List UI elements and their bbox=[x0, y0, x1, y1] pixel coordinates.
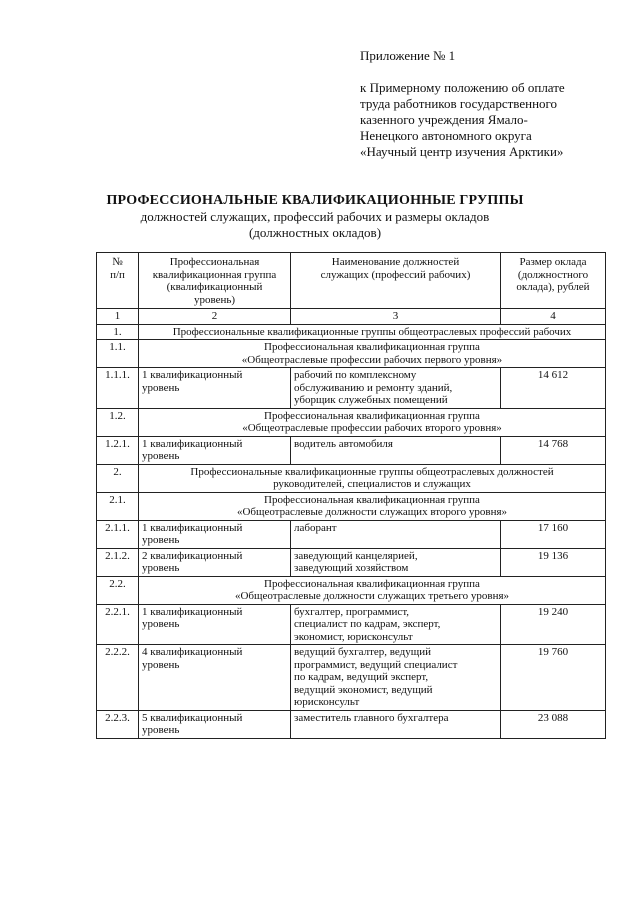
header-number bbox=[97, 253, 139, 309]
position-names bbox=[291, 604, 501, 645]
row-number: 1.1.1. bbox=[97, 368, 139, 409]
header-text: (должностного bbox=[517, 268, 589, 281]
table-body bbox=[97, 253, 606, 739]
document-subtitle-line-1: должностей служащих, профессий рабочих и размеры окладов bbox=[140, 209, 490, 224]
table-row bbox=[97, 645, 606, 711]
cell-text-line: заведующий хозяйством bbox=[294, 562, 409, 574]
cell-text-line: ведущий бухгалтер, ведущий bbox=[294, 646, 432, 658]
header-text: Наименование должностей bbox=[331, 256, 460, 268]
cell-text-line: водитель автомобиля bbox=[294, 437, 393, 450]
qualification-level bbox=[139, 436, 291, 464]
header-text: (квалификационный bbox=[166, 281, 263, 293]
group-title bbox=[139, 492, 606, 520]
qualification-level bbox=[139, 604, 291, 645]
cell-text-line: «Общеотраслевые профессии рабочих первого уровня» bbox=[241, 353, 503, 366]
salary-amount: 17 160 bbox=[501, 520, 606, 548]
qualification-level bbox=[139, 645, 291, 711]
cell-text-line: Профессиональная квалификационная группа bbox=[264, 341, 480, 353]
cell-text-line: лаборант bbox=[294, 521, 337, 534]
table-row bbox=[97, 604, 606, 645]
cell-text-line: 1 квалификационный bbox=[142, 437, 243, 450]
cell-text-line: уровень bbox=[142, 534, 180, 546]
row-number: 1.1. bbox=[97, 340, 139, 368]
row-number: 2.2.3. bbox=[97, 710, 139, 738]
header-qualification-group bbox=[139, 253, 291, 309]
group-row bbox=[97, 492, 606, 520]
salary-amount: 19 760 bbox=[501, 645, 606, 711]
header-text: служащих (профессий рабочих) bbox=[320, 268, 471, 281]
cell-text-line: уровень bbox=[142, 562, 180, 574]
cell-text-line: уровень bbox=[142, 724, 180, 736]
qualification-level bbox=[139, 710, 291, 738]
appendix-title: Приложение № 1 bbox=[360, 48, 456, 63]
row-number: 1.2. bbox=[97, 408, 139, 436]
position-names bbox=[291, 520, 501, 548]
qualification-level bbox=[139, 520, 291, 548]
section-row bbox=[97, 464, 606, 492]
salary-amount: 14 612 bbox=[501, 368, 606, 409]
cell-text-line: специалист по кадрам, эксперт, bbox=[294, 618, 441, 630]
salary-amount: 19 240 bbox=[501, 604, 606, 645]
table-row bbox=[97, 710, 606, 738]
cell-text-line: уборщик служебных помещений bbox=[294, 394, 448, 406]
table-row bbox=[97, 368, 606, 409]
appendix-line: к Примерному положению об оплате bbox=[360, 80, 565, 95]
header-text: уровень) bbox=[193, 293, 236, 306]
position-names bbox=[291, 645, 501, 711]
cell-text-line: Профессиональные квалификационные группы общеотраслевых должностей bbox=[190, 465, 554, 478]
header-salary bbox=[501, 253, 606, 309]
cell-text-line: «Общеотраслевые должности служащих второго уровня» bbox=[236, 506, 508, 518]
position-names bbox=[291, 368, 501, 409]
salary-amount: 23 088 bbox=[501, 710, 606, 738]
cell-text-line: ведущий экономист, ведущий bbox=[294, 683, 433, 696]
appendix-line: казенного учреждения Ямало- bbox=[360, 112, 528, 127]
position-names bbox=[291, 710, 501, 738]
header-text: Профессиональная bbox=[169, 256, 260, 268]
row-number: 2.1. bbox=[97, 492, 139, 520]
table-row bbox=[97, 548, 606, 576]
appendix-text bbox=[360, 80, 620, 160]
row-number: 2. bbox=[97, 464, 139, 492]
appendix-line: Ненецкого автономного округа bbox=[360, 128, 532, 143]
row-number: 1.2.1. bbox=[97, 436, 139, 464]
cell-text-line: уровень bbox=[142, 381, 180, 394]
row-number: 2.2.1. bbox=[97, 604, 139, 645]
cell-text-line: заведующий канцелярией, bbox=[294, 549, 418, 562]
cell-text-line: по кадрам, ведущий эксперт, bbox=[294, 671, 429, 683]
cell-text-line: юрисконсульт bbox=[294, 696, 360, 708]
cell-text-line: уровень bbox=[142, 658, 180, 671]
cell-text-line: уровень bbox=[142, 450, 180, 462]
row-number: 2.1.2. bbox=[97, 548, 139, 576]
cell-text-line: 4 квалификационный bbox=[142, 646, 243, 658]
cell-text-line: экономист, юрисконсульт bbox=[294, 630, 413, 643]
header-text: квалификационная группа bbox=[152, 268, 277, 281]
header-text: Размер оклада bbox=[519, 256, 587, 268]
qualification-groups-table bbox=[96, 252, 606, 739]
appendix-line: «Научный центр изучения Арктики» bbox=[360, 144, 564, 159]
cell-text-line: уровень bbox=[142, 618, 180, 630]
column-number: 1 bbox=[97, 309, 139, 325]
cell-text-line: 1 квалификационный bbox=[142, 605, 243, 618]
section-title bbox=[139, 464, 606, 492]
cell-text-line: Профессиональная квалификационная группа bbox=[264, 493, 480, 506]
salary-amount: 14 768 bbox=[501, 436, 606, 464]
table-header-row bbox=[97, 253, 606, 309]
cell-text-line: 5 квалификационный bbox=[142, 711, 243, 724]
header-positions bbox=[291, 253, 501, 309]
cell-text-line: «Общеотраслевые должности служащих третьего уровня» bbox=[234, 590, 510, 602]
header-text: № bbox=[112, 256, 123, 268]
cell-text-line: рабочий по комплексному bbox=[294, 369, 417, 381]
column-number: 3 bbox=[291, 309, 501, 325]
appendix-block bbox=[360, 48, 620, 160]
group-row bbox=[97, 576, 606, 604]
qualification-level bbox=[139, 548, 291, 576]
cell-text-line: бухгалтер, программист, bbox=[294, 605, 410, 618]
cell-text-line: «Общеотраслевые профессии рабочих второго уровня» bbox=[242, 422, 502, 434]
group-title bbox=[139, 408, 606, 436]
table-row bbox=[97, 520, 606, 548]
column-number-row bbox=[97, 309, 606, 325]
cell-text-line: Профессиональные квалификационные группы общеотраслевых профессий рабочих bbox=[172, 325, 572, 338]
cell-text-line: руководителей, специалистов и служащих bbox=[273, 478, 471, 490]
row-number: 2.1.1. bbox=[97, 520, 139, 548]
position-names bbox=[291, 436, 501, 464]
row-number: 1. bbox=[97, 324, 139, 340]
cell-text-line: 1 квалификационный bbox=[142, 521, 243, 534]
section-title bbox=[139, 324, 606, 340]
table-row bbox=[97, 436, 606, 464]
cell-text-line: программист, ведущий специалист bbox=[294, 658, 458, 671]
column-number: 4 bbox=[501, 309, 606, 325]
group-title bbox=[139, 340, 606, 368]
cell-text-line: Профессиональная квалификационная группа bbox=[264, 577, 480, 590]
cell-text-line: 2 квалификационный bbox=[142, 549, 243, 562]
column-number: 2 bbox=[139, 309, 291, 325]
qualification-level bbox=[139, 368, 291, 409]
section-row bbox=[97, 324, 606, 340]
document-subtitle-line-2: (должностных окладов) bbox=[248, 225, 382, 240]
row-number: 2.2. bbox=[97, 576, 139, 604]
group-row bbox=[97, 408, 606, 436]
header-text: оклада), рублей bbox=[516, 281, 590, 293]
salary-amount: 19 136 bbox=[501, 548, 606, 576]
cell-text-line: обслуживанию и ремонту зданий, bbox=[294, 381, 453, 394]
group-title bbox=[139, 576, 606, 604]
appendix-line: труда работников государственного bbox=[360, 96, 558, 111]
row-number: 2.2.2. bbox=[97, 645, 139, 711]
cell-text-line: 1 квалификационный bbox=[142, 369, 243, 381]
document-title: ПРОФЕССИОНАЛЬНЫЕ КВАЛИФИКАЦИОННЫЕ ГРУППЫ bbox=[106, 193, 524, 208]
cell-text-line: заместитель главного бухгалтера bbox=[294, 711, 449, 724]
position-names bbox=[291, 548, 501, 576]
cell-text-line: Профессиональная квалификационная группа bbox=[264, 409, 480, 422]
header-text: п/п bbox=[110, 268, 125, 281]
group-row bbox=[97, 340, 606, 368]
document-title-block bbox=[100, 192, 530, 241]
